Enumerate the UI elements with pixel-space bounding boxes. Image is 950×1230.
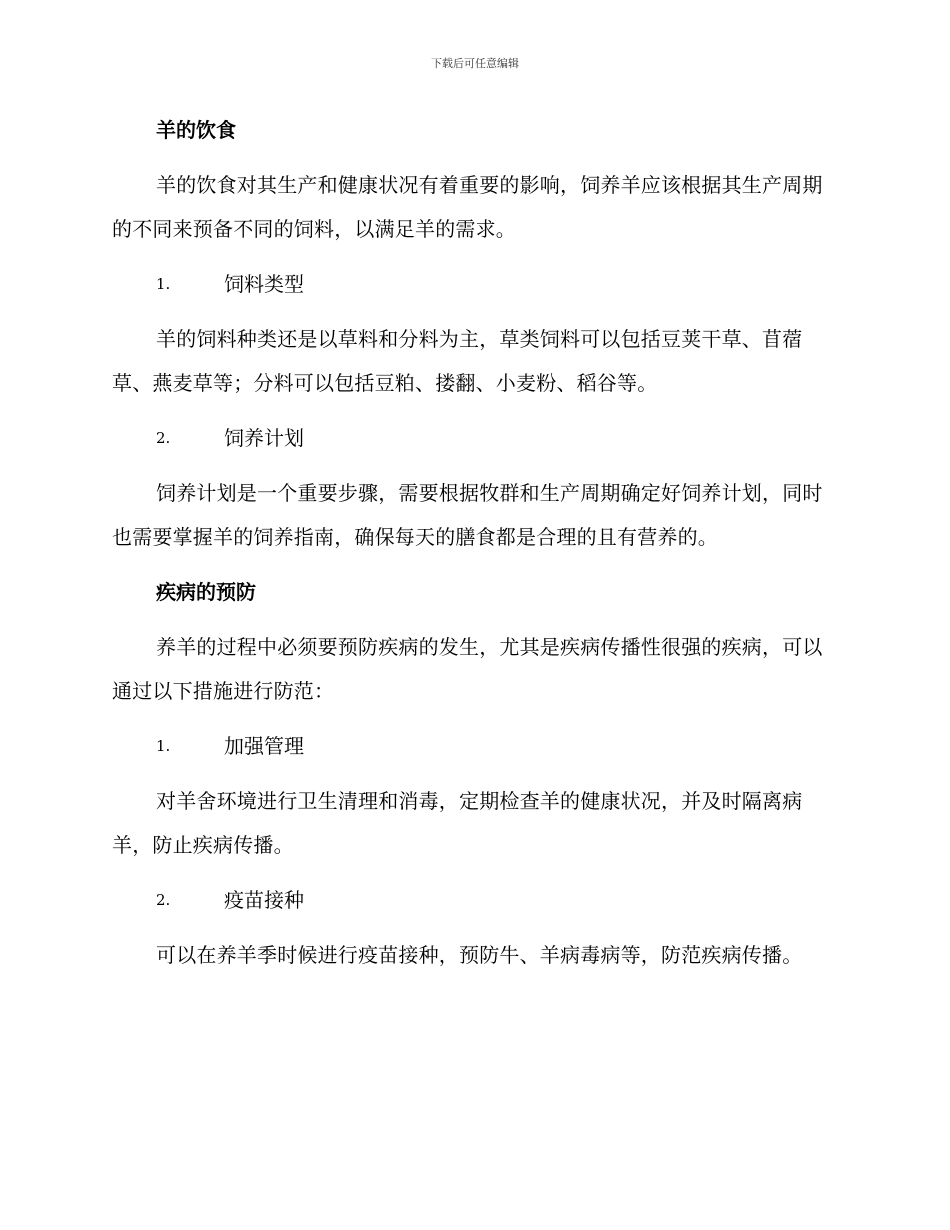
paragraph: 对羊舍环境进行卫生清理和消毒，定期检查羊的健康状况，并及时隔离病羊，防止疾病传播。 xyxy=(112,789,803,857)
section-title-disease: 疾病的预防 xyxy=(156,580,256,604)
list-item xyxy=(112,728,832,764)
list-label: 饲养计划 xyxy=(224,426,304,450)
list-label: 加强管理 xyxy=(224,734,304,758)
list-item xyxy=(112,882,832,918)
disease-intro: 养羊的过程中必须要预防疾病的发生，尤其是疾病传播性很强的疾病，可以通过以下措施进行防范： xyxy=(112,635,823,703)
list-number: 2. xyxy=(156,891,171,909)
list-item xyxy=(112,420,832,456)
section-title-diet: 羊的饮食 xyxy=(156,118,236,142)
diet-intro: 羊的饮食对其生产和健康状况有着重要的影响，饲养羊应该根据其生产周期的不同来预备不同的饲料，以满足羊的需求。 xyxy=(112,173,823,241)
paragraph: 可以在养羊季时候进行疫苗接种，预防牛、羊病毒病等，防范疾病传播。 xyxy=(156,943,803,967)
document-body xyxy=(112,112,832,977)
list-number: 2. xyxy=(156,429,171,447)
paragraph: 饲养计划是一个重要步骤，需要根据牧群和生产周期确定好饲养计划，同时也需要掌握羊的饲养指南，确保每天的膳食都是合理的且有营养的。 xyxy=(112,481,823,549)
list-number: 1. xyxy=(156,737,171,755)
page-header: 下载后可任意编辑 xyxy=(431,57,519,70)
list-label: 疫苗接种 xyxy=(224,888,304,912)
list-item xyxy=(112,266,832,302)
paragraph: 羊的饲料种类还是以草料和分料为主，草类饲料可以包括豆荚干草、苜蓿草、燕麦草等；分料可以包括豆粕、搂翻、小麦粉、稻谷等。 xyxy=(112,327,803,395)
list-label: 饲料类型 xyxy=(224,272,304,296)
list-number: 1. xyxy=(156,275,171,293)
